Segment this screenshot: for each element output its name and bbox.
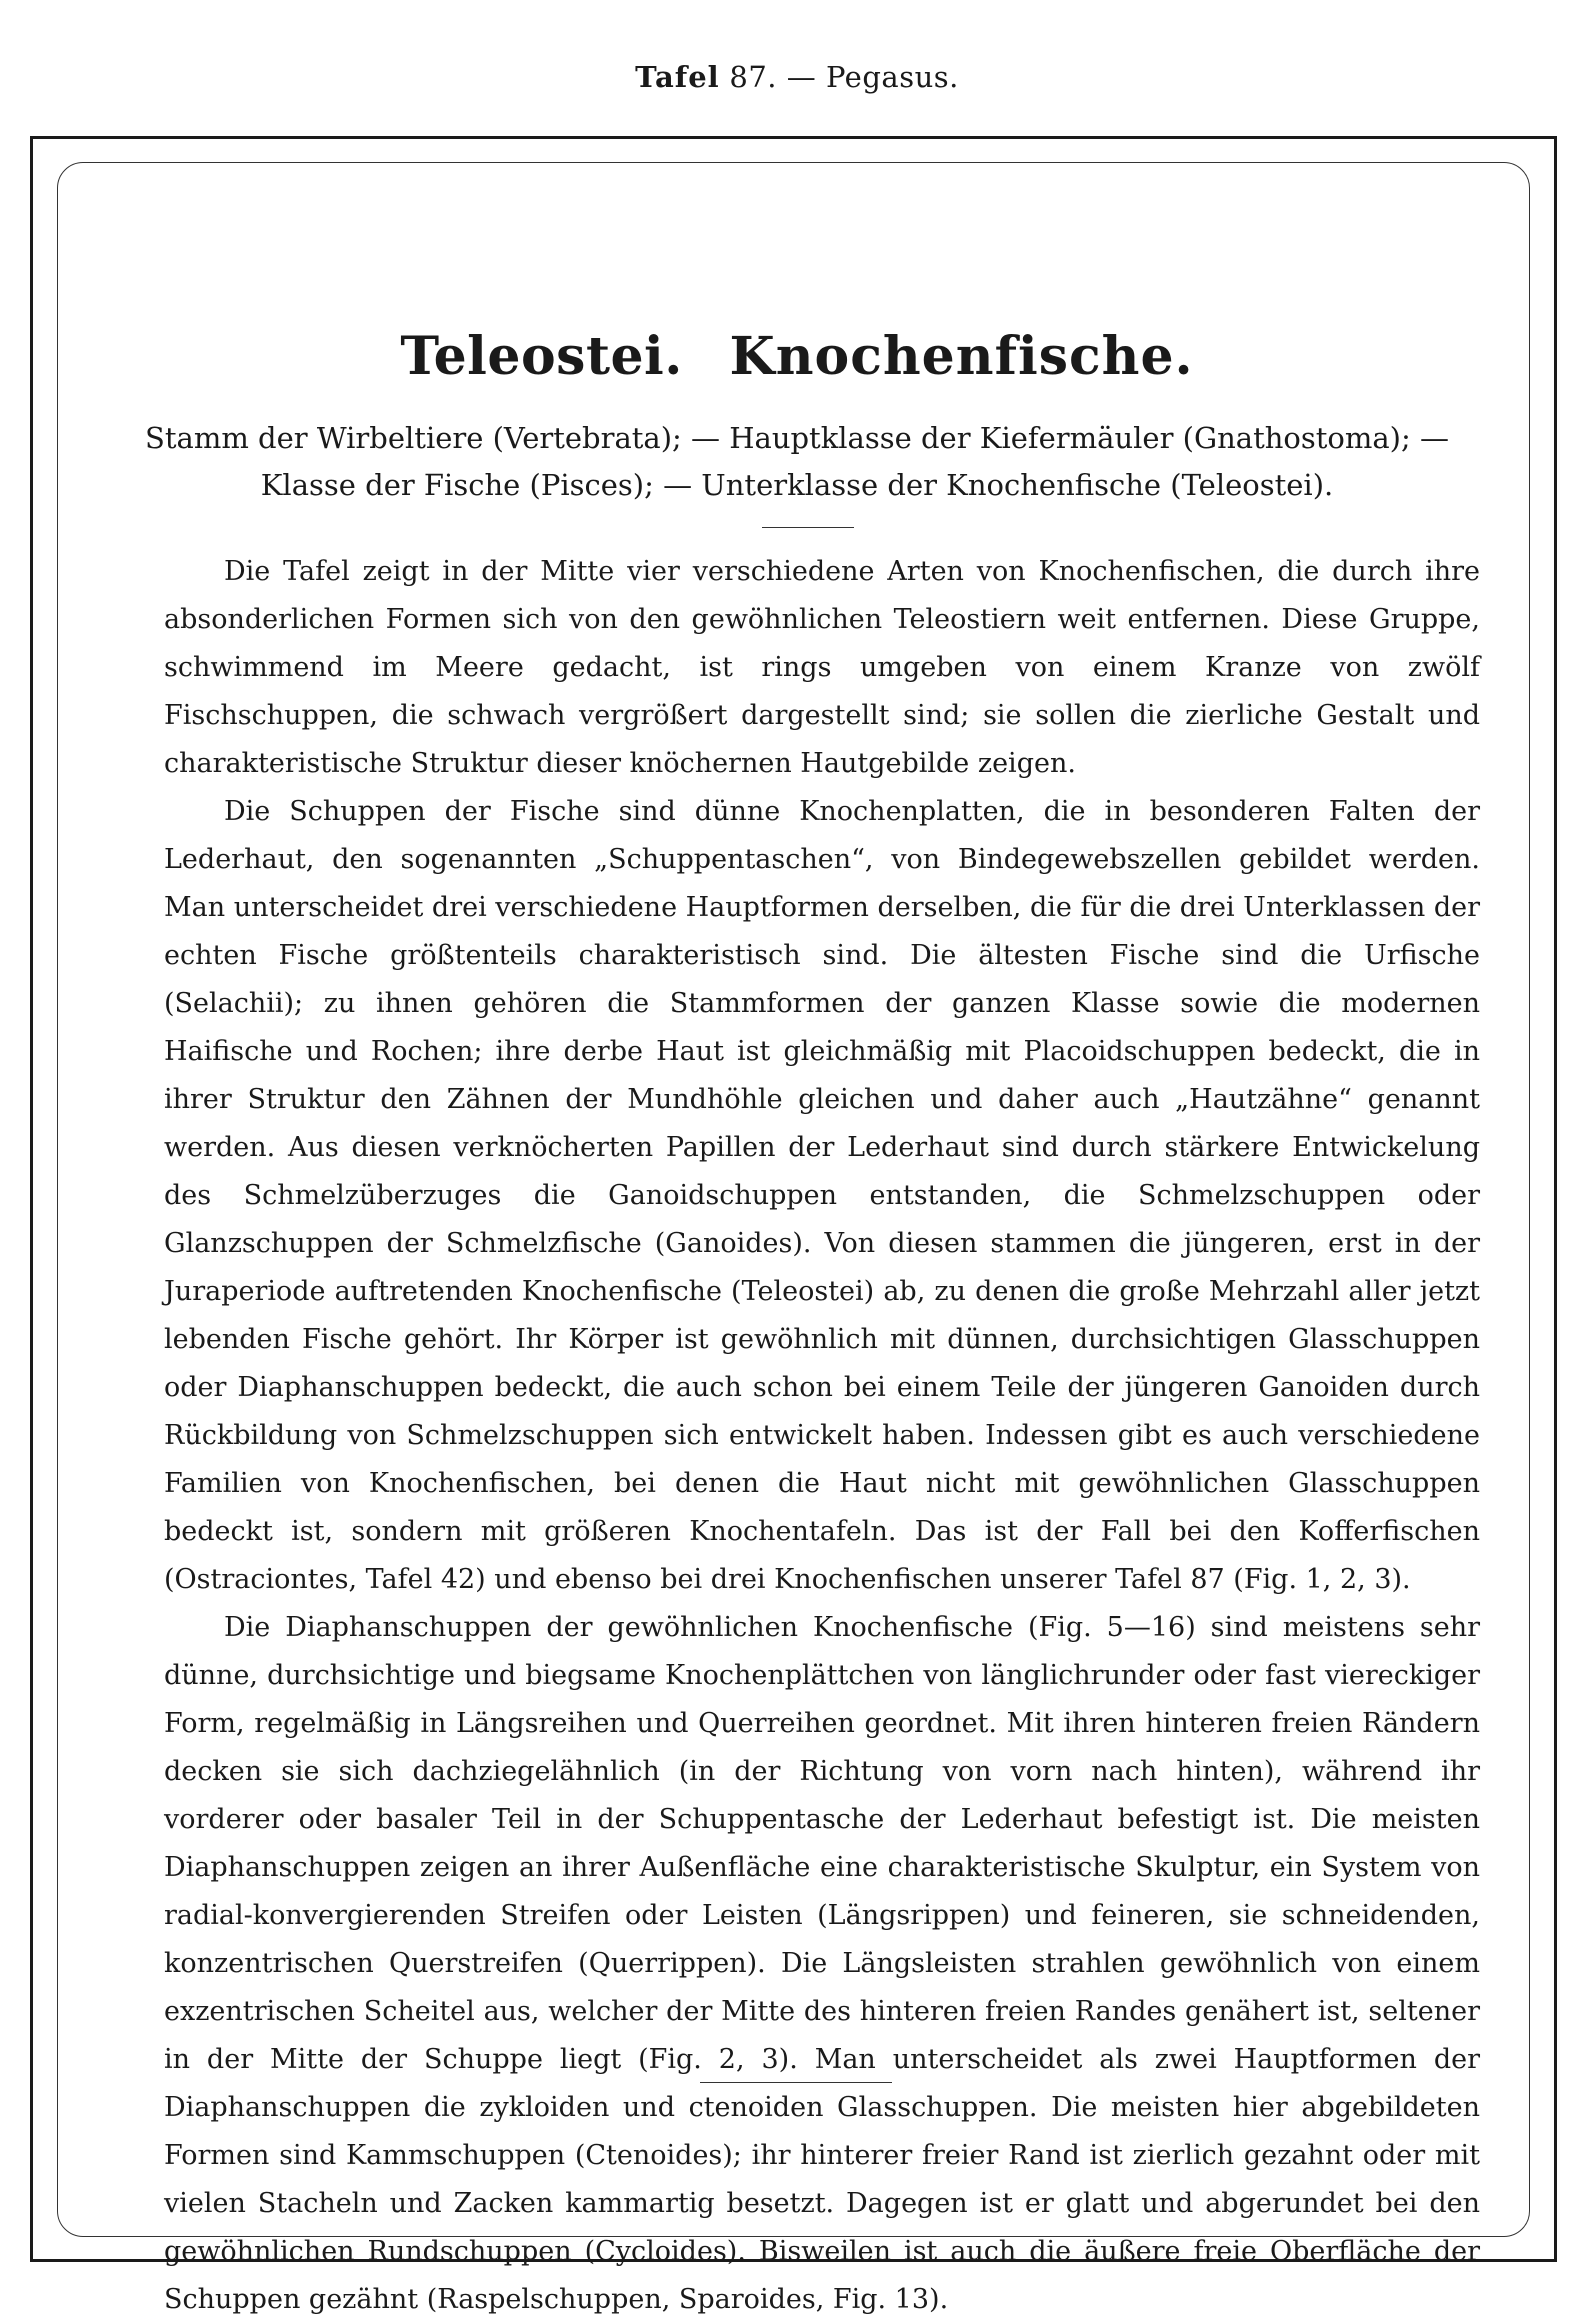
- paragraph-2: Die Schuppen der Fische sind dünne Knochenplatten, die in besonderen Falten der Lederhaut, den sogenannten „Schuppentaschen“, von Bindegewebszellen gebildet werden. Man unterscheidet drei verschiedene Hauptformen derselben, die für die drei Unterklassen der echten Fische größtenteils charakteristisch sind. Die ältesten Fische sind die Urfische (Selachii); zu ihnen gehören die Stammformen der ganzen Klasse sowie die modernen Haifische und Rochen; ihre derbe Haut ist gleichmäßig mit Placoidschuppen bedeckt, die in ihrer Struktur den Zähnen der Mundhöhle gleichen und daher auch „Hautzähne“ genannt werden. Aus diesen verknöcherten Papillen der Lederhaut sind durch stärkere Entwickelung des Schmelzüberzuges die Ganoidschuppen entstanden, die Schmelzschuppen oder Glanzschuppen der Schmelzfische (Ganoides). Von diesen stammen die jüngeren, erst in der Juraperiode auftretenden Knochenfische (Teleostei) ab, zu denen die große Mehrzahl aller jetzt lebenden Fische gehört. Ihr Körper ist gewöhnlich mit dünnen, durchsichtigen Glasschuppen oder Diaphanschuppen bedeckt, die auch schon bei einem Teile der jüngeren Ganoiden durch Rückbildung von Schmelzschuppen sich entwickelt haben. Indessen gibt es auch verschiedene Familien von Knochenfischen, bei denen die Haut nicht mit gewöhnlichen Glasschuppen bedeckt ist, sondern mit größeren Knochentafeln. Das ist der Fall bei den Kofferfischen (Ostraciontes, Tafel 42) und ebenso bei drei Knochenfischen unserer Tafel 87 (Fig. 1, 2, 3).: [164, 796, 1480, 1595]
- subtitle-line-2: Klasse der Fische (Pisces); — Unterklasse der Knochenfische (Teleostei).: [260, 468, 1334, 502]
- title-german: Knochenfische.: [729, 326, 1194, 387]
- paragraph-3: Die Diaphanschuppen der gewöhnlichen Knochenfische (Fig. 5—16) sind meistens sehr dünne, durchsichtige und biegsame Knochenplättchen von länglichrunder oder fast viereckiger Form, regelmäßig in Längsreihen und Querreihen geordnet. Mit ihren hinteren freien Rändern decken sie sich dachziegelähnlich (in der Richtung von vorn nach hinten), während ihr vorderer oder basaler Teil in der Schuppentasche der Lederhaut befestigt ist. Die meisten Diaphanschuppen zeigen an ihrer Außenfläche eine charakteristische Skulptur, ein System von radial-konvergierenden Streifen oder Leisten (Längsrippen) und feineren, sie schneidenden, konzentrischen Querstreifen (Querrippen). Die Längsleisten strahlen gewöhnlich von einem exzentrischen Scheitel aus, welcher der Mitte des hinteren freien Randes genähert ist, seltener in der Mitte der Schuppe liegt (Fig. 2, 3). Man unterscheidet als zwei Hauptformen der Diaphanschuppen die zykloiden und ctenoiden Glasschuppen. Die meisten hier abgebildeten Formen sind Kammschuppen (Ctenoides); ihr hinterer freier Rand ist zierlich gezahnt oder mit vielen Stacheln und Zacken kammartig besetzt. Dagegen ist er glatt und abgerundet bei den gewöhnlichen Rundschuppen (Cycloides). Bisweilen ist auch die äußere freie Oberfläche der Schuppen gezähnt (Raspelschuppen, Sparoides, Fig. 13).: [164, 1612, 1480, 2315]
- series-name: Pegasus.: [825, 60, 959, 94]
- paragraph-1: Die Tafel zeigt in der Mitte vier verschiedene Arten von Knochenfischen, die durch ihre absonderlichen Formen sich von den gewöhnlichen Teleostiern weit entfernen. Diese Gruppe, schwimmend im Meere gedacht, ist rings umgeben von einem Kranze von zwölf Fischschuppen, die schwach vergrößert dargestellt sind; sie sollen die zierliche Gestalt und charakteristische Struktur dieser knöchernen Hautgebilde zeigen.: [164, 556, 1480, 779]
- header-dash: —: [786, 60, 817, 94]
- plate-word: Tafel: [635, 60, 720, 94]
- separator-top: [762, 527, 854, 528]
- title-latin: Teleostei.: [400, 326, 683, 387]
- plate-number: 87.: [729, 60, 778, 94]
- body-text: [164, 548, 1480, 2324]
- separator-bottom: [700, 2082, 892, 2083]
- subtitle-line-1: Stamm der Wirbeltiere (Vertebrata); — Hauptklasse der Kiefermäuler (Gnathostoma); —: [145, 421, 1449, 455]
- page-title: [0, 326, 1594, 387]
- page-header: [0, 60, 1594, 94]
